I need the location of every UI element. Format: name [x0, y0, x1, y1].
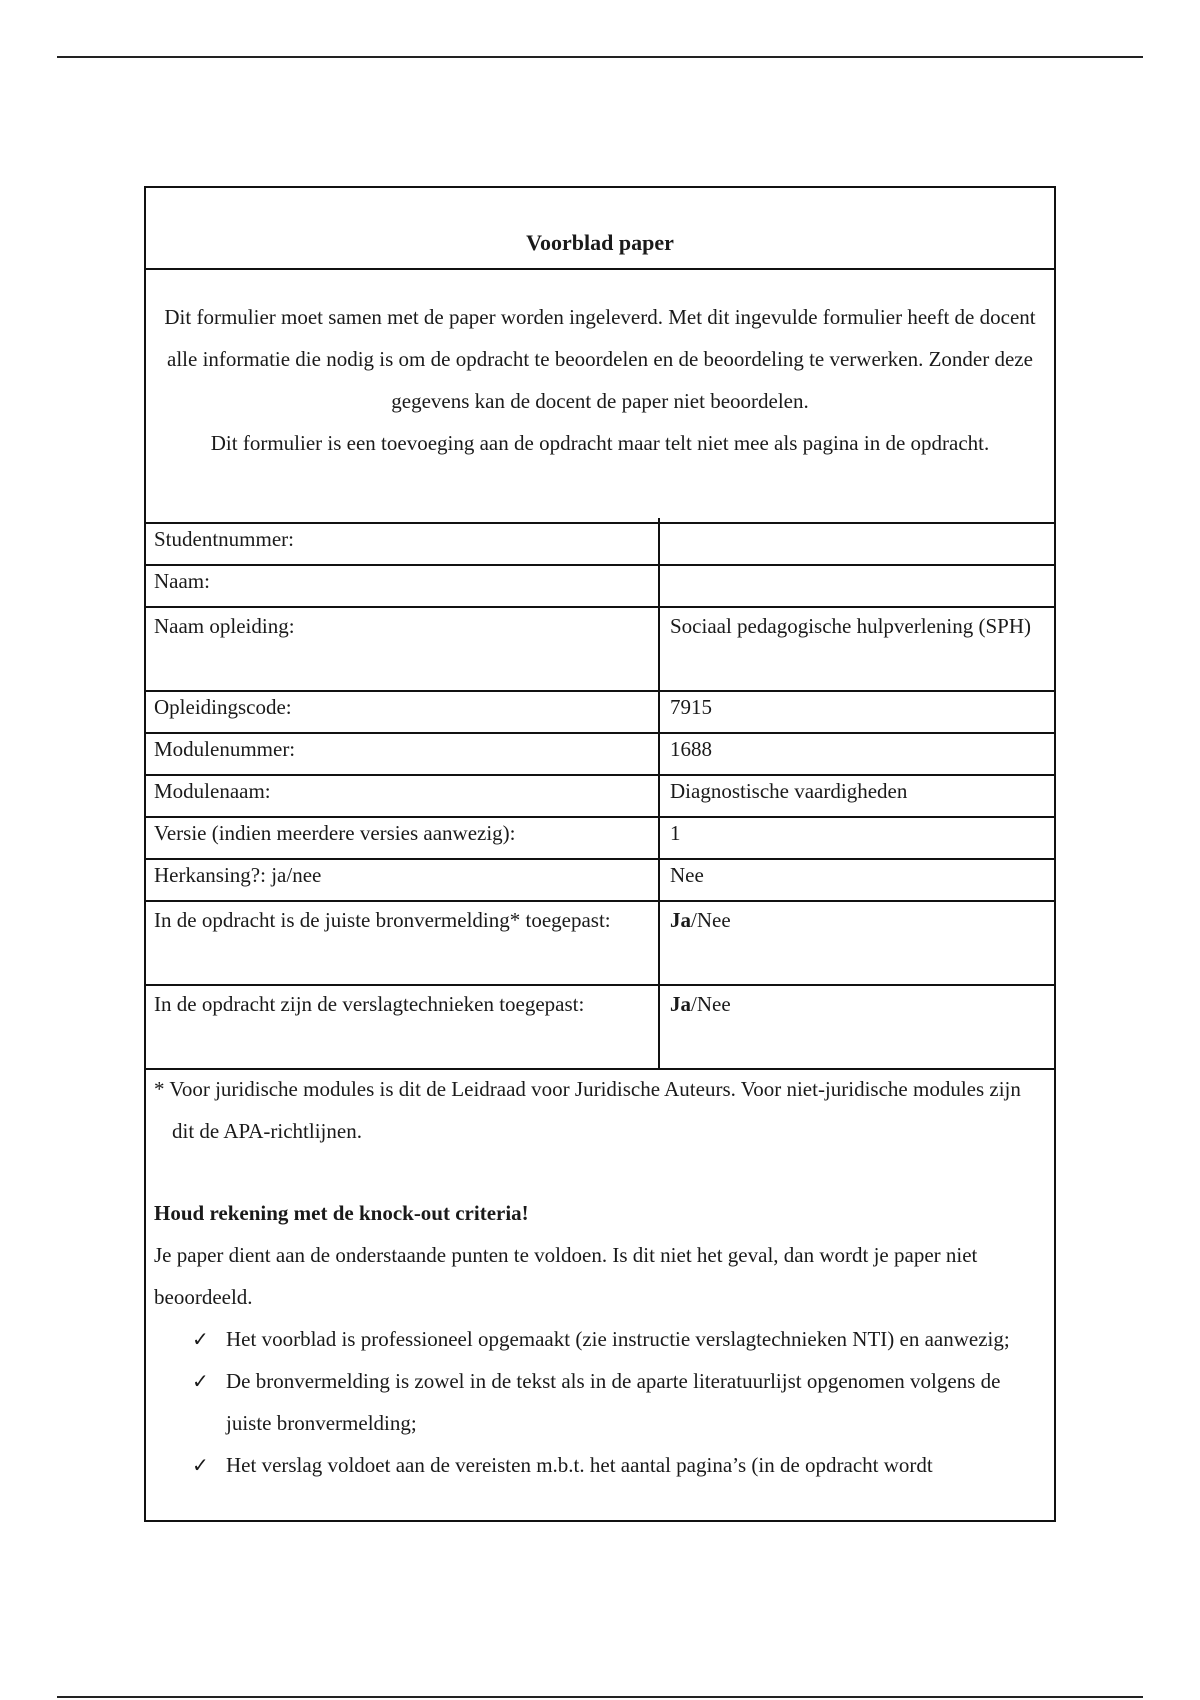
value-modulenaam: Diagnostische vaardigheden [670, 779, 908, 803]
checkmark-icon: ✓ [192, 1327, 209, 1351]
value-verslagtechnieken [660, 983, 1054, 1068]
value-modulenummer: 1688 [670, 737, 712, 761]
label-modulenummer: Modulenummer: [146, 728, 660, 774]
knockout-item [192, 1444, 1046, 1486]
header-rule [57, 56, 1143, 58]
label-naam: Naam: [146, 560, 660, 606]
footnote: * Voor juridische modules is dit de Leidraad voor Juridische Auteurs. Voor niet-juridische modules zijn dit de APA-richtlijnen. [154, 1077, 1021, 1143]
footer-rule [57, 1696, 1143, 1698]
form-footer [146, 1068, 1054, 1486]
knockout-list [154, 1318, 1046, 1486]
label-verslagtechnieken: In de opdracht zijn de verslagtechnieken toegepast: [146, 983, 660, 1068]
knockout-title: Houd rekening met de knock-out criteria! [154, 1201, 529, 1225]
intro-paragraph-2: Dit formulier is een toevoeging aan de opdracht maar telt niet mee als pagina in de opdracht. [210, 431, 990, 455]
checkmark-icon: ✓ [192, 1453, 209, 1477]
form-title: Voorblad paper [146, 188, 1054, 270]
knockout-item-text: De bronvermelding is zowel in de tekst als in de aparte literatuurlijst opgenomen volgens de juiste bronvermelding; [226, 1369, 1001, 1435]
knockout-item-text: Het verslag voldoet aan de vereisten m.b.t. het aantal pagina’s (in de opdracht wordt [226, 1453, 933, 1477]
row-naam [146, 566, 1054, 608]
knockout-item [192, 1360, 1046, 1444]
row-bronvermelding [146, 902, 1054, 986]
value-naam-opleiding: Sociaal pedagogische hulpverlening (SPH) [670, 614, 1031, 638]
label-versie: Versie (indien meerdere versies aanwezig): [146, 812, 660, 858]
knockout-text: Je paper dient aan de onderstaande punten te voldoen. Is dit niet het geval, dan wordt je paper niet beoordeeld. [154, 1243, 978, 1309]
label-studentnummer: Studentnummer: [146, 518, 660, 564]
label-opleidingscode: Opleidingscode: [146, 686, 660, 732]
knockout-item [192, 1318, 1046, 1360]
label-modulenaam: Modulenaam: [146, 770, 660, 816]
knockout-item-text: Het voorblad is professioneel opgemaakt (zie instructie verslagtechnieken NTI) en aanwezig; [226, 1327, 1010, 1351]
cover-form [144, 186, 1056, 1522]
label-herkansing: Herkansing?: ja/nee [146, 854, 660, 900]
value-bronvermelding-selected: Ja [670, 908, 691, 932]
intro-text [146, 270, 1054, 524]
field-studentnummer[interactable] [660, 518, 1054, 564]
value-opleidingscode: 7915 [670, 695, 712, 719]
value-bronvermelding-rest: /Nee [691, 908, 731, 932]
checkmark-icon: ✓ [192, 1369, 209, 1393]
value-bronvermelding [660, 899, 1054, 984]
label-naam-opleiding: Naam opleiding: [146, 605, 660, 690]
label-bronvermelding: In de opdracht is de juiste bronvermelding* toegepast: [146, 899, 660, 984]
intro-paragraph-1: Dit formulier moet samen met de paper worden ingeleverd. Met dit ingevulde formulier heeft de docent alle informatie die nodig is om de opdracht te beoordelen en de beoordeling te verwerken. Zonder deze gegevens kan de docent de paper niet beoordelen. [164, 305, 1036, 413]
row-naam-opleiding [146, 608, 1054, 692]
value-verslagtechnieken-rest: /Nee [691, 992, 731, 1016]
row-verslagtechnieken [146, 986, 1054, 1070]
value-herkansing: Nee [670, 863, 704, 887]
field-naam[interactable] [660, 560, 1054, 606]
row-herkansing [146, 860, 1054, 902]
value-versie: 1 [670, 821, 681, 845]
value-verslagtechnieken-selected: Ja [670, 992, 691, 1016]
